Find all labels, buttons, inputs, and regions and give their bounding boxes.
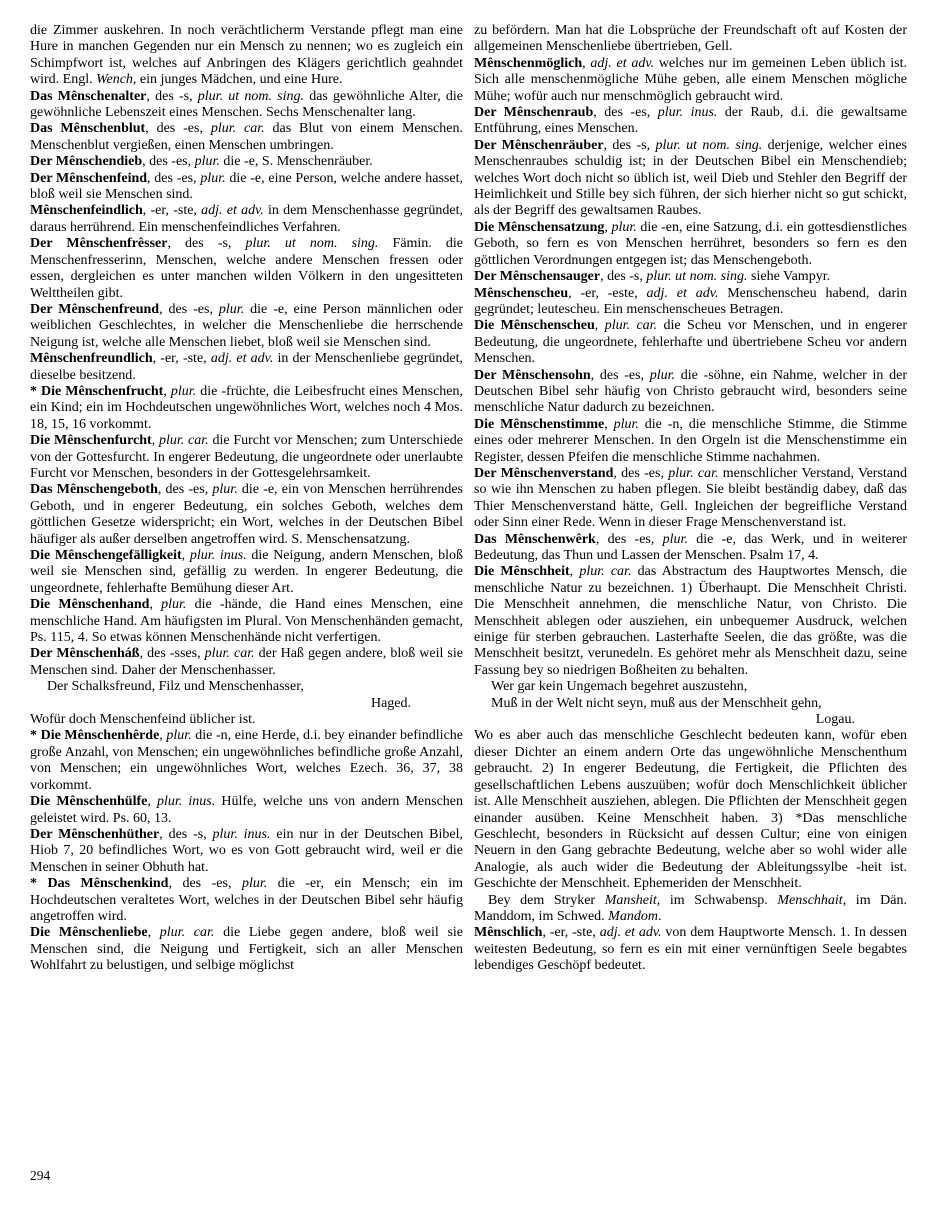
italic-run: plur. <box>166 728 192 744</box>
italic-run: plur. car. <box>210 121 265 137</box>
text-run: Wo es aber auch das menschliche Geschlecht bedeuten kann, wofür eben dieser Dichter an einem andern Orte das ungewöhnliche Menschenthum gebraucht. 2) In engerer Bedeutung, die Fertigkeit, die Pflichten des gesellschaftlichen Lebens auszuüben; wofür doch Menschlichkeit üblicher ist. Alle Menschheit ausziehen, ablegen. Die Pflichten der Menschheit gegen einander ausüben. Keine Menschheit haben. 3) *Das menschliche Geschlecht, besonders in Rücksicht auf dessen Cultur; eine von einigen Neuern in den Gang gebrachte Bedeutung, welche aber so wohl wider alle Analogie, als auch wider die Bedeutung der Ableitungssylbe -heit ist. Geschichte der Menschheit. Ephemeriden der Menschheit. <box>474 728 907 892</box>
dictionary-paragraph <box>474 417 907 466</box>
headword: Die Mênschenhand <box>30 597 150 613</box>
headword: Mênschenfeindlich <box>30 203 143 219</box>
headword: Der Mênschenräuber <box>474 137 604 153</box>
text-run: das Blut von einem Menschen. Menschenblut vergießen, einen Menschen umbringen. <box>30 121 463 153</box>
text-run: der Haß gegen andere, bloß weil sie Menschen sind. Daher der Menschenhasser. <box>30 646 463 678</box>
italic-run: plur. <box>218 301 245 317</box>
text-run: , <box>151 433 159 449</box>
dictionary-paragraph <box>30 712 463 728</box>
dictionary-paragraph <box>474 56 907 105</box>
text-run: das Abstractum des Hauptwortes Mensch, die menschliche Natur zu bezeichnen. 1) Überhaupt. Die Menschheit Christi. Die Menschheit annehmen, die menschliche Natur, von Christo. Die Menschheit ablegen oder ausziehen, ein unbequemer Ausdruck, welchen einige für sterben gebrauchen. Lasterhafte Seelen, die das größte, was die Menschheit besitzt, verunedeln. Es gehöret mehr als Menschheit dazu, seine Fassung bey so niedrigen Boßheiten zu behalten. <box>474 564 907 678</box>
headword: * Die Mênschenhêrde <box>30 728 160 744</box>
dictionary-paragraph <box>30 876 463 925</box>
dictionary-paragraph <box>30 597 463 646</box>
text-run: , <box>569 564 580 580</box>
dictionary-paragraph <box>30 23 463 89</box>
text-run: die -hände, die Hand eines Menschen, eine menschliche Hand. Am häufigsten im Plural. Von Menschenhänden gemacht, Ps. 115, 4. So etwas können Menschenhände nicht verfertigen. <box>30 597 464 646</box>
text-run: , des -es, <box>147 170 201 186</box>
italic-run: plur. car. <box>159 433 209 449</box>
headword: Das Mênschenwêrk <box>474 531 596 547</box>
italic-run: plur. ut nom. sing. <box>197 88 304 104</box>
headword: Die Mênschheit <box>474 564 570 580</box>
text-columns <box>30 23 907 975</box>
text-run: Wofür doch Menschenfeind üblicher ist. <box>30 712 256 728</box>
headword: * Die Mênschenfrucht <box>30 383 164 399</box>
text-run: , des -es, <box>159 301 219 317</box>
italic-run: plur. inus. <box>189 548 247 563</box>
dictionary-paragraph <box>30 925 463 974</box>
dictionary-paragraph <box>474 466 907 532</box>
italic-run: plur. <box>194 154 220 170</box>
text-run: . <box>657 908 662 924</box>
headword: Der Mênschenfrêsser <box>30 236 168 252</box>
text-run: , <box>159 728 167 744</box>
italic-run: plur. ut nom. sing. <box>655 137 763 153</box>
text-run: , des -sses, <box>139 646 205 662</box>
text-run: , des -es, <box>145 121 211 137</box>
text-run: die -e, eine Person männlichen oder weiblichen Geschlechtes, in welcher die Menschenliebe die herrschende Neigung ist, welche alle Menschen liebet, bloß weil sie Menschen sind. <box>30 301 463 350</box>
text-run: , <box>594 318 605 334</box>
italic-run: plur. inus. <box>212 826 271 842</box>
italic-run: adj. et adv. <box>201 203 264 219</box>
text-run: Bey dem Stryker <box>488 892 605 908</box>
headword: Der Mênschenháß <box>30 646 140 662</box>
dictionary-paragraph <box>474 532 907 565</box>
italic-run: adj. et adv. <box>590 55 655 71</box>
text-run: welches nur im gemeinen Leben üblich ist. Sich alle menschenmögliche Mühe geben, alle einem Menschen mögliche Mühe; wofür auch nur menschmöglich gebraucht wird. <box>474 55 908 104</box>
italic-run: plur. <box>611 219 637 235</box>
italic-run: Mansheit, <box>604 892 661 908</box>
text-run: die -er, ein Mensch; ein im Hochdeutschen veraltetes Wort, welches in der Deutschen Bibel sehr häufig angetroffen wird. <box>30 876 464 924</box>
headword: Die Mênschenstimme <box>474 416 605 432</box>
italic-run: plur. <box>200 170 226 186</box>
text-run: , -er, -ste, <box>152 351 211 367</box>
headword: Mênschlich <box>474 925 543 941</box>
italic-run: plur. inus. <box>156 794 216 810</box>
dictionary-paragraph <box>30 728 463 794</box>
text-run: die -e, ein von Menschen herrührendes Geboth, und in engerer Bedeutung, ein solches Geboth, welches dem göttlichen Gesetze widerspricht; ein Wort, welches in der Deutschen Bibel häufiger als außer derselben angetroffen wird. S. Menschensatzung. <box>30 482 463 547</box>
dictionary-paragraph <box>474 286 907 319</box>
dictionary-paragraph <box>30 646 463 679</box>
headword: Das Mênschengeboth <box>30 482 158 498</box>
dictionary-paragraph <box>30 171 463 204</box>
text-run: die Zimmer auskehren. In noch verächtlicherm Verstande pflegt man eine Hure in manchen Gegenden nur ein Mensch zu nennen; wo es zugleich ein Schimpfwort ist, welches auf Anbringen des Klägers gerichtlich geahndet wird. Engl. <box>30 23 463 88</box>
headword: Die Mênschenhülfe <box>30 794 148 810</box>
dictionary-paragraph <box>474 269 907 285</box>
dictionary-paragraph <box>30 121 463 154</box>
headword: Die Mênschengefälligkeit <box>30 548 182 563</box>
headword: Das Mênschenalter <box>30 88 147 104</box>
text-run: derjenige, welcher eines Menschenraubes schuldig ist; in der Deutschen Bibel ein Menschendieb; welches Wort doch nicht so üblich ist, weil Dieb und Stehler den Begriff der Heimlichkeit und Stille bey sich führen, der sich hierher nicht so gut schickt, als der Begriff des gewaltsamen Raubes. <box>474 137 908 219</box>
dictionary-paragraph <box>474 925 907 974</box>
text-run: in dem Menschenhasse gegründet, daraus herrührend. Ein menschenfeindliches Verfahren. <box>30 203 463 235</box>
dictionary-paragraph <box>30 384 463 433</box>
quote-attribution <box>474 712 907 728</box>
headword: * Das Mênschenkind <box>30 876 169 892</box>
dictionary-paragraph <box>474 138 907 220</box>
text-run: , <box>163 383 171 399</box>
text-run: im Dän. Manddom, im Schwed. <box>474 892 908 924</box>
headword: Der Mênschensauger <box>474 269 601 285</box>
dictionary-paragraph <box>474 23 907 56</box>
italic-run: Mandom <box>608 908 658 924</box>
italic-run: plur. <box>613 416 639 432</box>
text-run: , des -es, <box>157 482 213 498</box>
dictionary-paragraph <box>474 564 907 679</box>
italic-run: adj. et adv. <box>646 285 719 301</box>
column-left <box>30 23 463 975</box>
text-run: , <box>604 416 614 432</box>
italic-run: plur. car. <box>204 646 255 662</box>
italic-run: adj. et adv. <box>599 925 662 941</box>
text-run: , des -es, <box>168 876 242 892</box>
text-run: , <box>147 794 157 810</box>
text-run: , -er, -ste, <box>142 203 202 219</box>
headword: Der Mênschenfreund <box>30 301 160 317</box>
text-run: die -en, eine Satzung, d.i. ein gottesdienstliches Geboth, so fern es von Menschen herrühret, besonders so fern es den göttlichen Verordnungen entgegen ist; das Menschengeboth. <box>474 219 907 268</box>
text-run: von dem Hauptworte Mensch. 1. In dessen weitesten Bedeutung, so fern es ein mit einer vernünftigen Seele begabtes lebendiges Geschöpf bedeutet. <box>474 925 907 974</box>
text-run: , -er, -este, <box>568 285 647 301</box>
text-run: in der Menschenliebe gegründet, dieselbe besitzend. <box>30 351 463 383</box>
headword: Der Mênschendieb <box>30 154 143 170</box>
text-run: , des -s, <box>146 88 198 104</box>
column-right <box>474 23 907 975</box>
page-number: 294 <box>30 1168 51 1183</box>
italic-run: plur. <box>170 383 197 399</box>
dictionary-paragraph <box>30 827 463 876</box>
text-run: , <box>149 597 162 613</box>
text-run: das gewöhnliche Alter, die gewöhnliche Lebenszeit eines Menschen. Sechs Menschenalter lang. <box>30 88 464 121</box>
text-run: Logau. <box>815 712 855 728</box>
text-run: , des -es, <box>590 367 650 383</box>
text-run: Wer gar kein Ungemach begehret auszustehn, <box>491 679 748 695</box>
headword: Die Mênschenliebe <box>30 925 148 941</box>
headword: Mênschenscheu <box>474 285 569 301</box>
italic-run: plur. inus. <box>657 105 718 121</box>
dictionary-paragraph <box>30 548 463 597</box>
italic-run: plur. <box>662 531 688 547</box>
italic-run: adj. et adv. <box>210 351 274 367</box>
headword: Mênschenmöglich <box>474 55 583 71</box>
text-run: die -n, die menschliche Stimme, die Stimme eines oder mehrerer Menschen. In den Orgeln ist die Menschenstimme ein Register, dessen Pfeifen die menschliche Stimme nachahmen. <box>474 416 908 465</box>
dictionary-paragraph <box>30 302 463 351</box>
quote-attribution <box>30 696 463 712</box>
quote-line <box>474 696 907 712</box>
text-run: Muß in der Welt nicht seyn, muß aus der Menschheit gehn, <box>491 695 822 711</box>
italic-run: plur. <box>649 367 676 383</box>
dictionary-paragraph <box>30 433 463 482</box>
dictionary-paragraph <box>30 236 463 302</box>
italic-run: plur. car. <box>579 564 632 580</box>
dictionary-paragraph <box>474 105 907 138</box>
text-run: ein junges Mädchen, und eine Hure. <box>136 72 343 88</box>
text-run: die Scheu vor Menschen, und in engerer Bedeutung, die ungeordnete, fehlerhafte und übertriebene Scheu vor andern Menschen. <box>474 318 908 367</box>
dictionary-paragraph <box>30 89 463 122</box>
text-run: im Schwabensp. <box>660 892 778 908</box>
italic-run: plur. car. <box>159 925 215 941</box>
text-run: , des -es, <box>613 465 669 481</box>
text-run: menschlicher Verstand, Verstand so wie ihn Menschen zu haben pflegen. Sie bleibt beständig dabey, daß das Thier Menschenverstand hätte, Gell. Ingleichen der begreifliche Verstand oder Sinn einer Rede. Wenn in dieser Frage Menschenverstand ist. <box>474 465 907 531</box>
text-run: Fämin. die Menschenfresserinn, Menschen, welche andere Menschen fressen oder essen, dergleichen es unter manchen wilden Völkern in den ungesitteten Welttheilen gibt. <box>30 236 464 301</box>
dictionary-paragraph <box>30 482 463 548</box>
text-run: die -söhne, ein Nahme, welcher in der Deutschen Bibel sehr häufig von Christo gebraucht wird, besonders seine menschliche Natur dadurch zu bezeichnen. <box>474 367 907 416</box>
text-run: , des -es, <box>142 154 195 170</box>
dictionary-paragraph <box>30 351 463 384</box>
headword: Der Mênschenraub <box>474 105 594 121</box>
text-run: , des -s, <box>159 826 213 842</box>
text-run: , <box>604 219 612 235</box>
text-run: , des -s, <box>603 137 656 153</box>
italic-run: plur. car. <box>668 465 719 481</box>
headword: Der Mênschenfeind <box>30 170 148 186</box>
text-run: ein nur in der Deutschen Bibel, Hiob 7, 20 befindliches Wort, wo es von Gott gebraucht wird, weil er die Menschen in seiner Obhuth hat. <box>30 826 464 875</box>
text-run: siehe Vampyr. <box>747 269 831 285</box>
headword: Das Mênschenblut <box>30 121 146 137</box>
text-run: die -e, S. Menschenräuber. <box>219 154 373 170</box>
text-run: der Raub, d.i. die gewaltsame Entführung, eines Menschen. <box>474 105 907 137</box>
text-run: , <box>181 548 190 563</box>
dictionary-paragraph <box>30 154 463 170</box>
italic-run: plur. <box>212 482 238 498</box>
note-paragraph <box>474 893 907 926</box>
text-run: , des -es, <box>593 105 658 121</box>
dictionary-paragraph <box>474 728 907 892</box>
italic-run: plur. <box>241 876 268 892</box>
headword: Mênschenfreundlich <box>30 351 153 367</box>
text-run: die Furcht vor Menschen; zum Unterschiede von der Gottesfurcht. In engerer Bedeutung, die ungeordnete oder unerlaubte Furcht vor Menschen, besonders in der Gottesgelehrsamkeit. <box>30 433 463 481</box>
quote-line <box>30 679 463 695</box>
italic-run: Wench, <box>96 72 137 88</box>
headword: Die Mênschensatzung <box>474 219 605 235</box>
text-run: die Liebe gegen andere, bloß weil sie Menschen sind, die Neigung und Fertigkeit, sich an aller Menschen Wohlfahrt zu belustigen, und selbige möglichst <box>30 925 464 974</box>
headword: Der Mênschenverstand <box>474 465 614 481</box>
italic-run: plur. ut nom. sing. <box>646 269 748 285</box>
dictionary-paragraph <box>30 794 463 827</box>
text-run: , <box>147 925 160 941</box>
dictionary-paragraph <box>474 368 907 417</box>
text-run: , des -s, <box>600 269 647 285</box>
text-run: , des -es, <box>595 531 663 547</box>
italic-run: plur. car. <box>604 318 658 334</box>
dictionary-paragraph <box>30 203 463 236</box>
text-run: die -früchte, die Leibesfrucht eines Menschen, ein Kind; ein im Hochdeutschen ungewöhnliches Wort, welches noch 4 Mos. 18, 15, 16 vorkommt. <box>30 383 464 432</box>
dictionary-paragraph <box>474 220 907 269</box>
text-run: Haged. <box>370 695 411 711</box>
text-run: die -e, eine Person, welche andere hasset, bloß weil sie Menschen sind. <box>30 170 463 203</box>
text-run: Menschenscheu habend, darin gegründet; leutescheu. Ein menschenscheues Betragen. <box>474 285 908 317</box>
quote-line <box>474 679 907 695</box>
headword: Der Mênschensohn <box>474 367 591 383</box>
italic-run: Menschhait, <box>777 892 847 908</box>
headword: Der Mênschenhüther <box>30 826 160 842</box>
text-run: , <box>582 55 591 71</box>
italic-run: plur. ut nom. sing. <box>245 236 379 252</box>
text-run: , -er, -ste, <box>542 925 600 941</box>
dictionary-paragraph <box>474 318 907 367</box>
text-run: die -e, das Werk, und in weiterer Bedeutung, das Thun und Lassen der Menschen. Psalm 17, 4. <box>474 531 907 563</box>
italic-run: plur. <box>161 597 187 613</box>
headword: Die Mênschenscheu <box>474 318 595 334</box>
text-run: , des -s, <box>167 236 246 252</box>
headword: Die Mênschenfurcht <box>30 433 152 449</box>
text-run: zu befördern. Man hat die Lobsprüche der Freundschaft oft auf Kosten der allgemeinen Menschenliebe übertrieben, Gell. <box>474 23 907 55</box>
text-run: die -n, eine Herde, d.i. bey einander befindliche große Anzahl, von Menschen; ein ungewöhnliches befindliche große Anzahl, von Menschen; ein ungewöhnliches Wort, welches Ezech. 36, 37, 38 vorkommt. <box>30 728 464 793</box>
text-run: Der Schalksfreund, Filz und Menschenhasser, <box>47 679 304 695</box>
text-run: die Neigung, andern Menschen, bloß weil sie Menschen sind, gefällig zu werden. In engerer Bedeutung, die ungeordnete, fehlerhafte Bemühung dieser Art. <box>30 548 464 596</box>
text-run: Hülfe, welche uns von andern Menschen geleistet wird. Ps. 60, 13. <box>30 794 464 826</box>
